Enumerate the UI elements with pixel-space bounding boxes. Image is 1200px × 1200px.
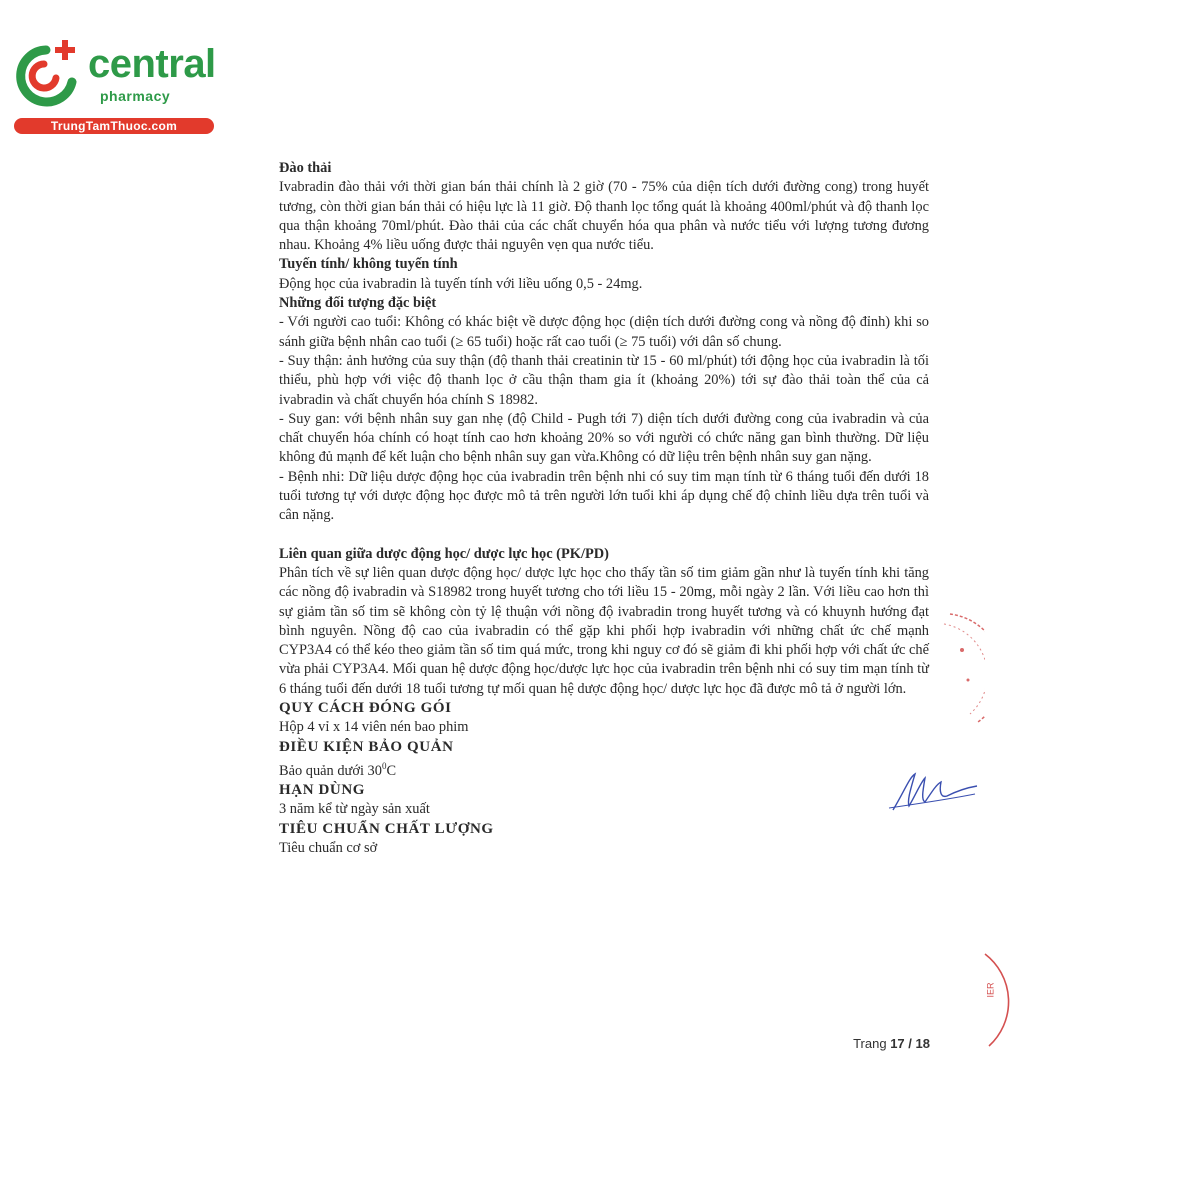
para-bao-quan: Bảo quản dưới $30^0C$ — [279, 760, 397, 779]
signature-icon — [885, 760, 980, 815]
list-item-suy-than: - Suy thận: ảnh hưởng của suy thận (độ thanh thải creatinin từ 15 - 60 ml/phút) tới động học của ivabradin là tối thiểu, phù hợp với việc độ thanh lọc ở cầu thận tham gia ít (khoảng 20%) tới sự đào thải toàn thể của cả ivabradin và chất chuyển hóa chính S 18982. — [279, 352, 929, 408]
document-body — [279, 159, 929, 858]
heading-doi-tuong: Những đối tượng đặc biệt — [279, 295, 437, 312]
page-number: Trang 17 / 18 — [853, 1036, 930, 1051]
heading-pkpd: Liên quan giữa dược động học/ dược lực học (PK/PD) — [279, 545, 609, 562]
heading-tieu-chuan: TIÊU CHUẨN CHẤT LƯỢNG — [279, 820, 494, 837]
heading-han-dung: HẠN DÙNG — [279, 782, 366, 798]
heading-dong-goi: QUY CÁCH ĐÓNG GÓI — [279, 700, 452, 717]
brand-logo — [10, 38, 220, 138]
heading-tuyen-tinh: Tuyến tính/ không tuyến tính — [279, 256, 458, 273]
heading-bao-quan: ĐIỀU KIỆN BẢO QUẢN — [279, 738, 454, 755]
list-item-benh-nhi: - Bệnh nhi: Dữ liệu dược động học của ivabradin trên bệnh nhi có suy tim mạn tính từ 6 tháng tuổi đến dưới 18 tuổi tương tự với dược động học được mô tả trên người lớn tuổi khi áp dụng chế độ chỉnh liều dựa trên tuổi và cân nặng. — [279, 468, 929, 524]
para-tieu-chuan: Tiêu chuẩn cơ sở — [279, 839, 378, 856]
list-item-cao-tuoi: - Với người cao tuổi: Không có khác biệt về dược động học (diện tích dưới đường cong và nồng độ đỉnh) khi so sánh giữa bệnh nhân cao tuổi (≥ 65 tuổi) hoặc rất cao tuổi (≥ 75 tuổi) với dân số chung. — [279, 314, 929, 350]
para-dong-goi: Hộp 4 vỉ x 14 viên nén bao phim — [279, 719, 469, 736]
brand-sub: pharmacy — [100, 88, 171, 104]
para-dao-thai: Ivabradin đào thải với thời gian bán thải chính là 2 giờ (70 - 75% của diện tích dưới đường cong) trong huyết tương, còn thời gian bán thải có hiệu lực là 11 giờ. Độ thanh lọc tổng quát là khoảng 400ml/phút và độ thanh lọc qua thận khoảng 70ml/phút. Đào thải của các chất chuyển hóa qua phân và nước tiểu với lượng tương đương nhau. Khoảng 4% liều uống được thải nguyên vẹn qua nước tiểu. — [279, 179, 929, 254]
para-pkpd: Phân tích về sự liên quan dược động học/ dược lực học cho thấy tần số tim giảm gần như là tuyến tính khi tăng các nồng độ ivabradin và S18982 trong huyết tương cho tới liều 15 - 20mg, mỗi ngày 2 lần. Với liều cao hơn thì sự giảm tần số tim sẽ không còn tỷ lệ thuận với nồng độ ivabradin trong huyết tương và có khuynh hướng đạt bình nguyên. Nồng độ cao của ivabradin có thể gặp khi phối hợp ivabradin với những chất ức chế mạnh CYP3A4 có thể kéo theo giảm tần số tim quá mức, trong khi nguy cơ đó sẽ giảm đi khi phối hợp với chất ức chế vừa phải CYP3A4. Mối quan hệ dược động học/dược lực học của ivabradin trên bệnh nhi có suy tim mạn tính từ 6 tháng tuổi đến dưới 18 tuổi tương tự mối quan hệ dược động học/ dược lực học đã được mô tả ở người lớn. — [279, 564, 929, 697]
central-pharmacy-logo-icon — [10, 38, 80, 112]
para-han-dung: 3 năm kể từ ngày sản xuất — [279, 801, 430, 818]
red-stamp-icon — [965, 950, 1010, 1050]
heading-dao-thai: Đào thải — [279, 160, 332, 176]
para-tuyen-tinh: Động học của ivabradin là tuyến tính với liều uống 0,5 - 24mg. — [279, 275, 643, 292]
list-item-suy-gan: - Suy gan: với bệnh nhân suy gan nhẹ (độ Child - Pugh tới 7) diện tích dưới đường cong của ivabradin và của chất chuyển hóa chính có hoạt tính cao hơn khoảng 20% so với người có chức năng gan bình thường. Dữ liệu không đủ mạnh để kết luận cho bệnh nhân suy gan vừa.Không có dữ liệu trên bệnh nhân suy gan nặng. — [279, 410, 929, 466]
red-stamp-icon — [940, 610, 985, 730]
stamp-text: IER — [985, 982, 996, 998]
brand-name: central — [88, 42, 216, 86]
brand-url-badge: TrungTamThuoc.com — [14, 118, 214, 134]
